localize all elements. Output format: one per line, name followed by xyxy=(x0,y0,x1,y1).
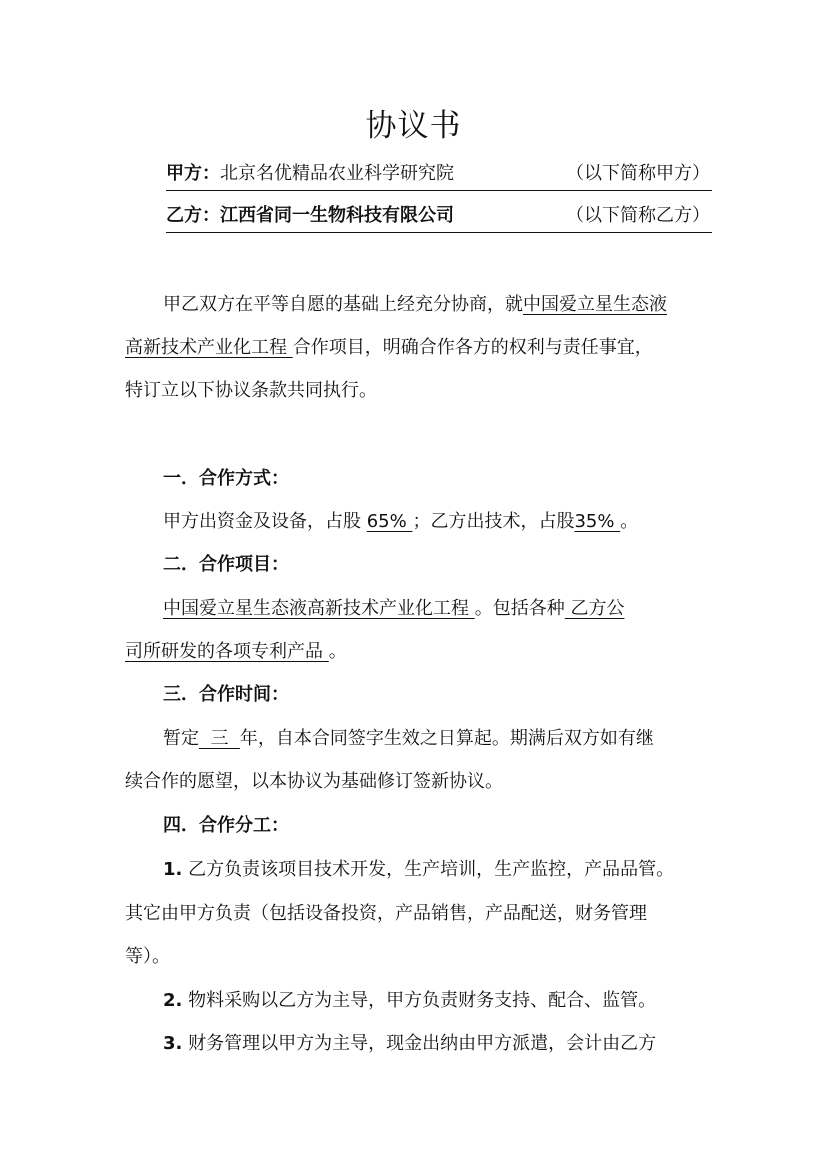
section-3-line-2: 续合作的愿望，以本协议为基础修订签新协议。 xyxy=(125,771,503,792)
party-b-label: 乙方： xyxy=(166,205,220,226)
section-2-text-end: 。 xyxy=(328,641,347,662)
intro-project-name: 中国爱立星生态液 xyxy=(523,294,667,315)
party-b-line xyxy=(166,200,712,233)
section-1-text-pre: 甲方出资金及设备，占股 xyxy=(163,511,367,532)
section-2-line-2 xyxy=(125,637,705,667)
item-2-number: 2. xyxy=(163,990,183,1011)
document-title: 协议书 xyxy=(365,108,462,144)
section-4-item-1-line-2: 其它由甲方负责（包括设备投资，产品销售，产品配送，财务管理 xyxy=(125,903,647,924)
section-1-text xyxy=(163,507,705,537)
party-b-note: （以下简称乙方） xyxy=(566,205,710,226)
section-3-text-pre: 暂定 xyxy=(163,728,199,749)
section-2-products: 乙方公 xyxy=(564,598,625,619)
section-4-item-2 xyxy=(163,986,705,1016)
section-3-line-1 xyxy=(163,724,705,754)
intro-text: 甲乙双方在平等自愿的基础上经充分协商，就 xyxy=(163,294,523,315)
item-3-text: 财务管理以甲方为主导，现金出纳由甲方派遣，会计由乙方 xyxy=(182,1033,657,1054)
section-3-heading: 三．合作时间： xyxy=(163,684,289,705)
intro-line-2 xyxy=(125,333,705,363)
term-years: 三 xyxy=(199,728,240,749)
section-4-item-1-line-1 xyxy=(163,855,705,885)
section-1-text-mid: ；乙方出技术，占股 xyxy=(412,511,575,532)
section-4-item-3 xyxy=(163,1029,705,1059)
item-3-number: 3. xyxy=(163,1033,183,1054)
party-a-label: 甲方： xyxy=(166,163,220,184)
party-a-line xyxy=(166,158,712,191)
section-2-project: 中国爱立星生态液高新技术产业化工程 xyxy=(163,598,475,619)
section-1-text-end: 。 xyxy=(620,511,639,532)
intro-line-3: 特订立以下协议条款共同执行。 xyxy=(125,380,377,401)
share-b-value: 35% xyxy=(574,511,621,532)
section-2-line-1 xyxy=(163,594,705,624)
party-a-note: （以下简称甲方） xyxy=(566,163,710,184)
item-2-text: 物料采购以乙方为主导，甲方负责财务支持、配合、监管。 xyxy=(182,990,657,1011)
intro-text: 合作项目，明确合作各方的权利与责任事宜， xyxy=(292,337,653,358)
section-1-heading: 一．合作方式： xyxy=(163,468,289,489)
share-a-value: 65% xyxy=(366,511,413,532)
section-4-item-1-line-3: 等）。 xyxy=(125,946,170,967)
party-a-name: 北京名优精品农业科学研究院 xyxy=(220,163,454,184)
item-1-text: 乙方负责该项目技术开发，生产培训，生产监控，产品品管。 xyxy=(182,859,675,880)
section-3-text-post: 年，自本合同签字生效之日算起。期满后双方如有继 xyxy=(239,728,654,749)
section-2-heading: 二．合作项目： xyxy=(163,554,289,575)
intro-project-name-cont: 高新技术产业化工程 xyxy=(125,337,293,358)
item-1-number: 1. xyxy=(163,859,183,880)
section-2-products-cont: 司所研发的各项专利产品 xyxy=(125,641,329,662)
party-b-name: 江西省同一生物科技有限公司 xyxy=(220,205,454,226)
intro-line-1 xyxy=(163,290,705,320)
section-4-heading: 四．合作分工： xyxy=(163,815,289,836)
section-2-text-mid: 。包括各种 xyxy=(474,598,565,619)
